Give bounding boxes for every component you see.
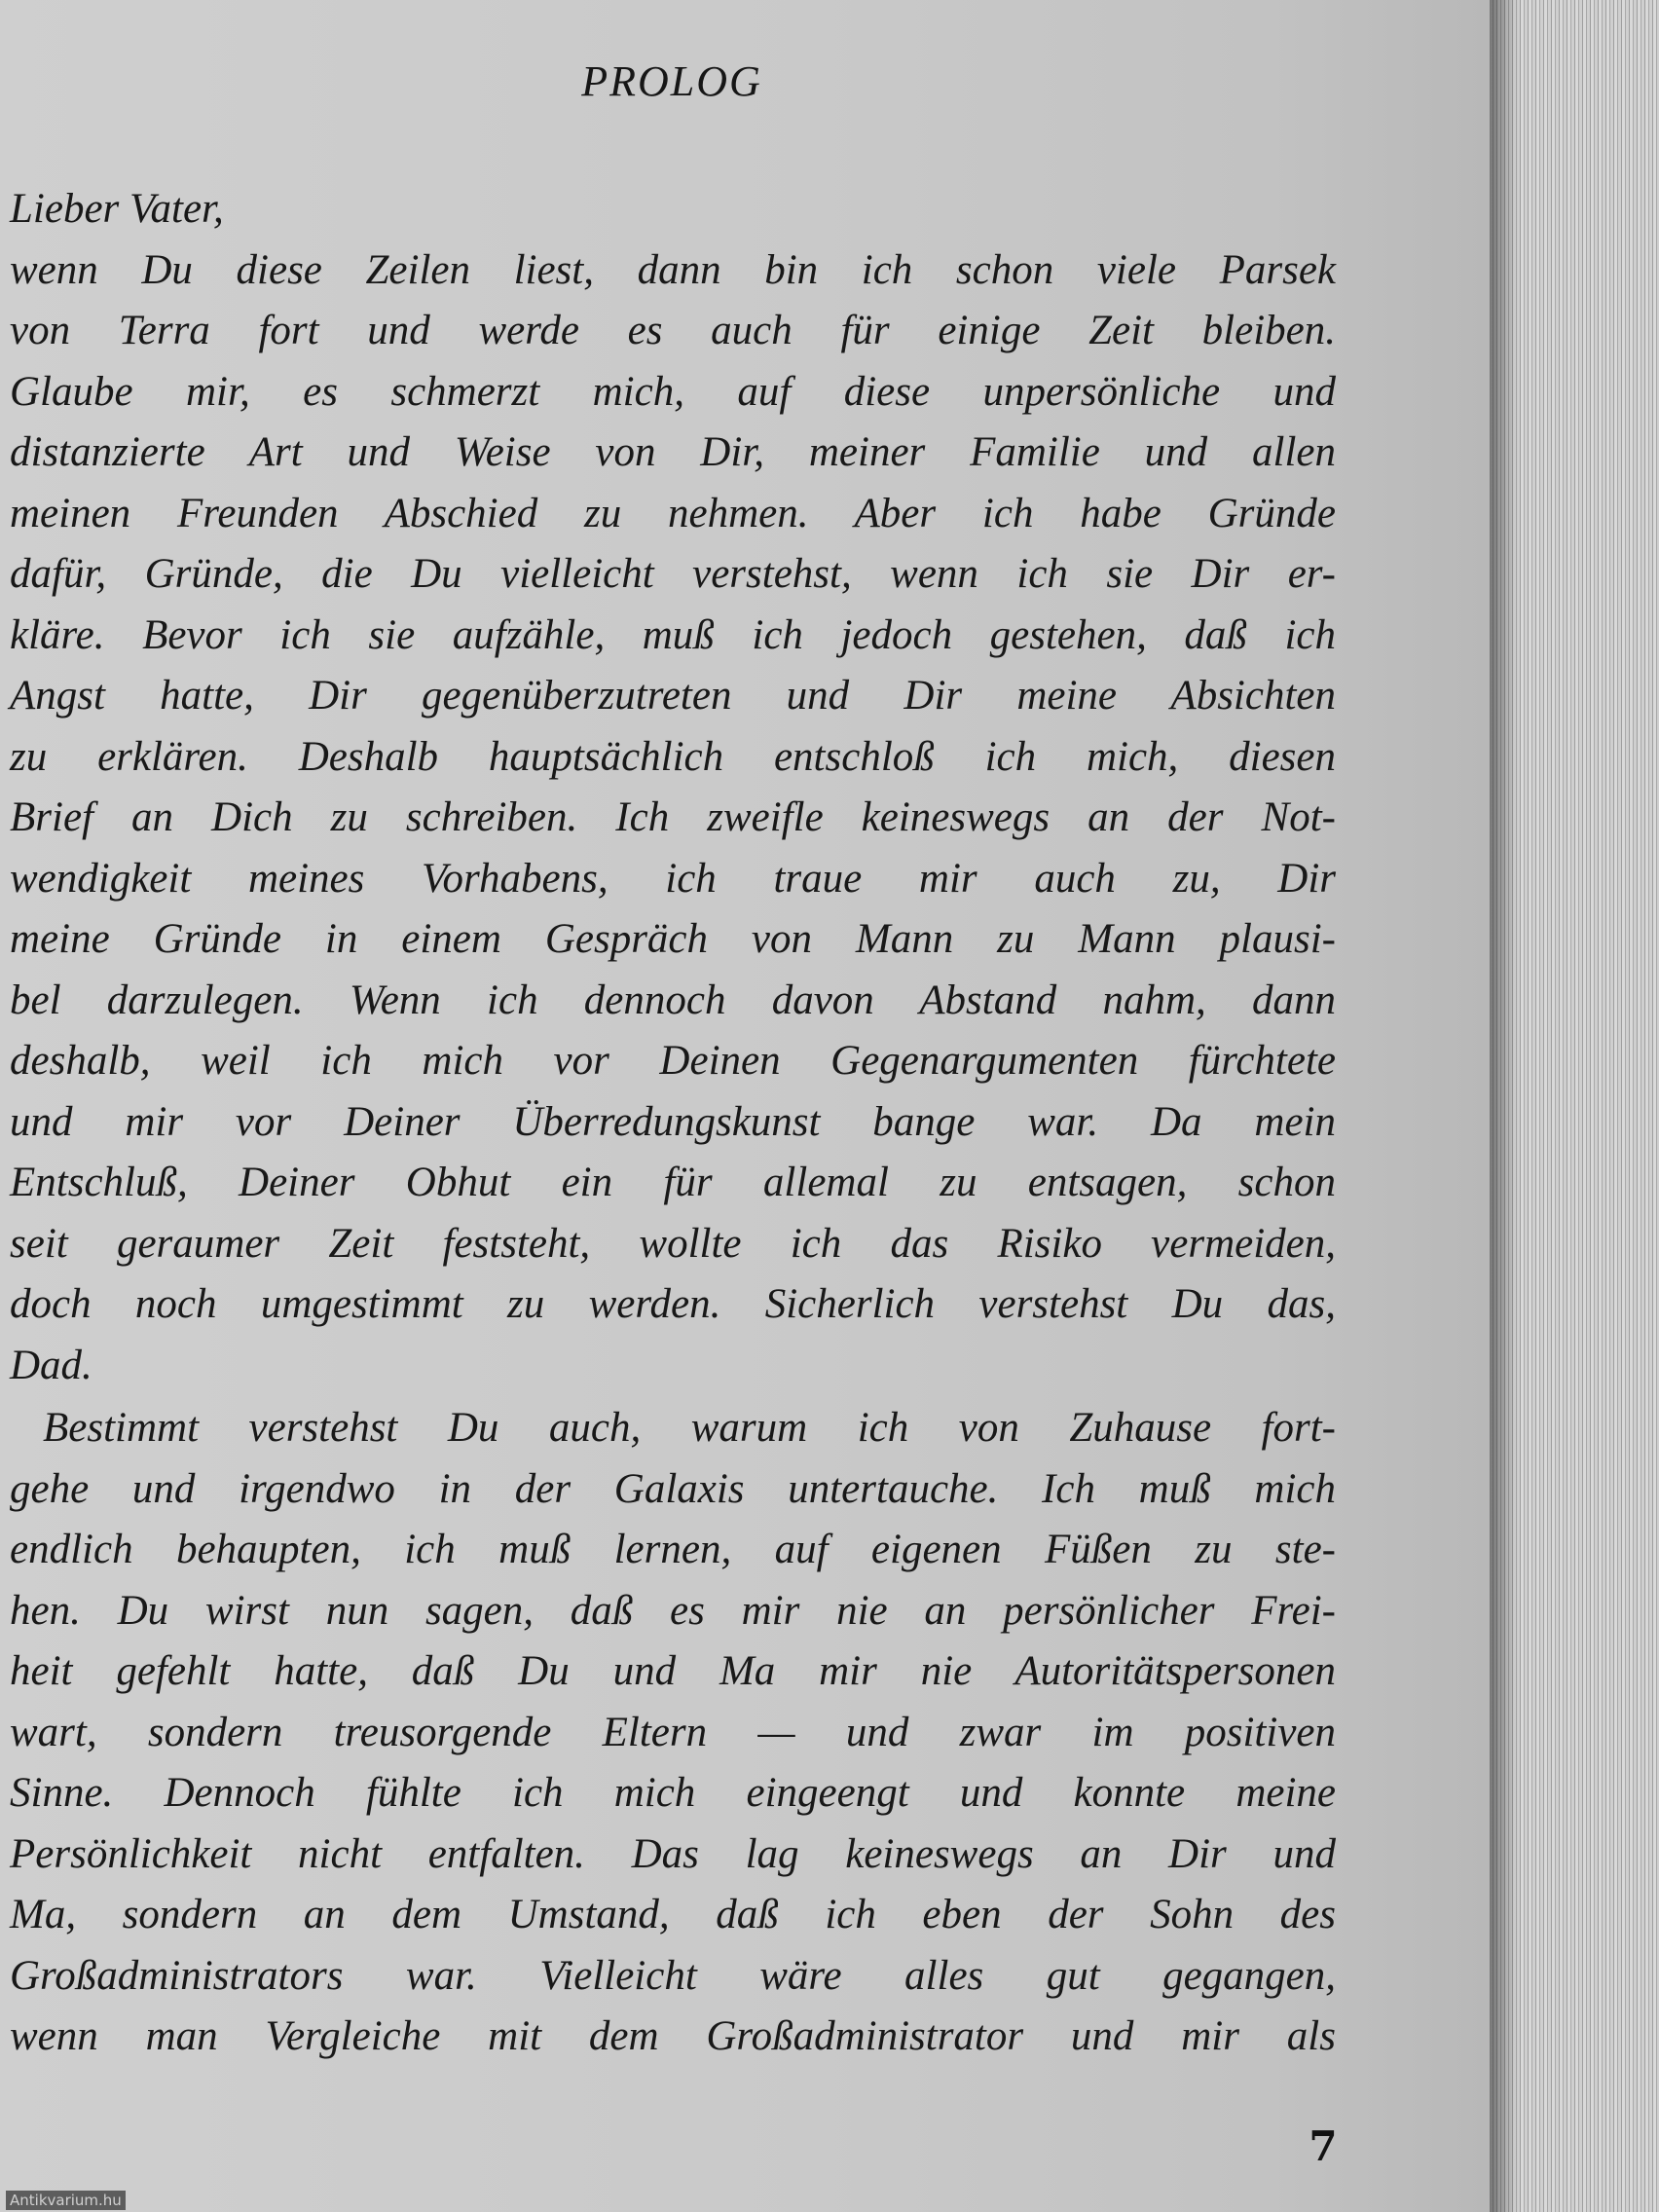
text-line: wenn man Vergleiche mit dem Großadministrator und mir als: [10, 2013, 1336, 2059]
text-line: kläre. Bevor ich sie aufzähle, muß ich jedoch gestehen, daß ich: [10, 611, 1336, 658]
paragraph-1: [10, 240, 1336, 1397]
chapter-title: PROLOG: [581, 57, 762, 105]
text-line: gehe und irgendwo in der Galaxis untertauche. Ich muß mich: [10, 1465, 1336, 1512]
text-line: Glaube mir, es schmerzt mich, auf diese unpersönliche und: [10, 368, 1336, 415]
text-line: wart, sondern treusorgende Eltern — und zwar im positiven: [10, 1709, 1336, 1755]
salutation: Lieber Vater,: [10, 186, 224, 232]
text-line: Persönlichkeit nicht entfalten. Das lag keineswegs an Dir und: [10, 1830, 1336, 1877]
text-line: Angst hatte, Dir gegenüberzutreten und Dir meine Absichten: [10, 673, 1336, 719]
text-line: Entschluß, Deiner Obhut ein für allemal zu entsagen, schon: [10, 1160, 1336, 1205]
text-line: Dad.: [10, 1342, 92, 1388]
text-line: meine Gründe in einem Gespräch von Mann zu Mann plausi-: [10, 916, 1336, 962]
page-number: 7: [1309, 2122, 1338, 2170]
text-line: von Terra fort und werde es auch für einige Zeit bleiben.: [10, 308, 1336, 353]
text-line: meinen Freunden Abschied zu nehmen. Aber ich habe Gründe: [10, 490, 1336, 536]
text-line: seit geraumer Zeit feststeht, wollte ich das Risiko vermeiden,: [10, 1220, 1336, 1267]
text-line: distanzierte Art und Weise von Dir, meiner Familie und allen: [10, 429, 1336, 475]
text-line: wendigkeit meines Vorhabens, ich traue mir auch zu, Dir: [10, 855, 1336, 902]
text-line: wenn Du diese Zeilen liest, dann bin ich schon viele Parsek: [10, 246, 1336, 293]
text-line: endlich behaupten, ich muß lernen, auf eigenen Füßen zu ste-: [10, 1527, 1336, 1572]
text-line: zu erklären. Deshalb hauptsächlich entschloß ich mich, diesen: [10, 733, 1336, 780]
text-line: deshalb, weil ich mich vor Deinen Gegenargumenten fürchtete: [10, 1038, 1336, 1084]
text-line: hen. Du wirst nun sagen, daß es mir nie an persönlicher Frei-: [10, 1587, 1336, 1634]
text-line: Bestimmt verstehst Du auch, warum ich von Zuhause fort-: [43, 1405, 1336, 1451]
text-line: Brief an Dich zu schreiben. Ich zweifle keineswegs an der Not-: [10, 794, 1336, 840]
text-line: dafür, Gründe, die Du vielleicht verstehst, wenn ich sie Dir er-: [10, 551, 1336, 597]
text-line: doch noch umgestimmt zu werden. Sicherlich verstehst Du das,: [10, 1281, 1336, 1327]
text-line: Großadministrators war. Vielleicht wäre alles gut gegangen,: [10, 1952, 1336, 1999]
paragraph-2: [10, 1398, 1336, 2068]
page-edges: [1490, 0, 1659, 2212]
letter-text: [10, 179, 1336, 2068]
text-line: heit gefehlt hatte, daß Du und Ma mir nie Autoritätspersonen: [10, 1648, 1336, 1694]
watermark: Antikvarium.hu: [6, 2191, 126, 2210]
text-line: und mir vor Deiner Überredungskunst bange war. Da mein: [10, 1098, 1336, 1145]
text-line: bel darzulegen. Wenn ich dennoch davon Abstand nahm, dann: [10, 977, 1336, 1023]
text-line: Ma, sondern an dem Umstand, daß ich eben der Sohn des: [10, 1892, 1336, 1937]
gutter-shadow: [1490, 0, 1519, 2212]
text-line: Sinne. Dennoch fühlte ich mich eingeengt und konnte meine: [10, 1770, 1336, 1816]
